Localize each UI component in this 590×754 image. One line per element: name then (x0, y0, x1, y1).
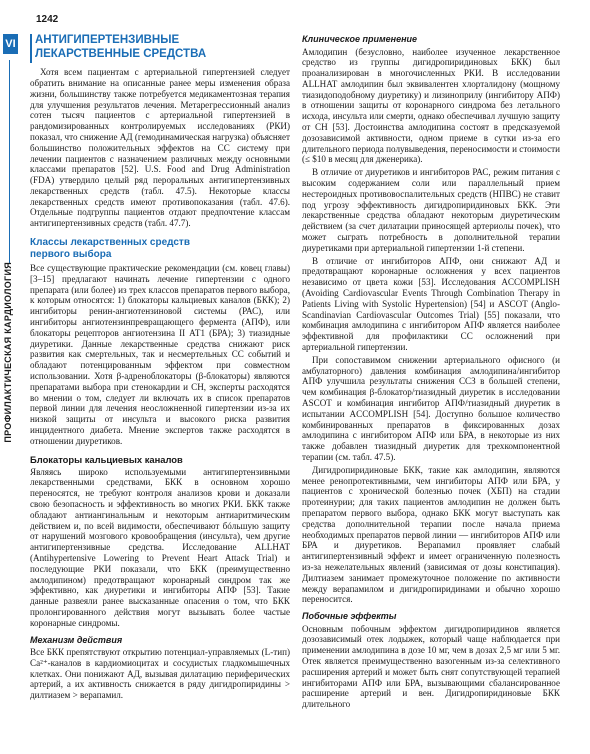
chapter-title-line2: ЛЕКАРСТВЕННЫЕ СРЕДСТВА (35, 47, 207, 60)
ccb-paragraph: Являясь широко используемыми антигипертензивными лекарственными средствами, БКК в основном хорошо переносятся, не требуют контроля анализов крови и доказали свою безопасность и эффективность во многих РКИ. БКК также обладают антиангинальным и некоторым антиаритмическим действием и, по всей видимости, обеспечивают бóльшую защиту от нарушений мозгового кровообращения (инсульта), чем другие антигипертензивные средства. Исследование ALLHAT (Antihypertensive Lowering to Prevent Heart Attack Trial) и последующие РКИ показали, что БКК (преимущественно амлодипином) предотвращают коронарный синдром так же эффективно, как диуретики и ингибиторы АПФ [53]. Такие данные развеяли ранее высказанные опасения о том, что БКК пролонгированного действия могут вызывать более частые коронарные синдромы. (30, 466, 290, 628)
chapter-title (35, 34, 290, 61)
heading-side-effects: Побочные эффекты (302, 611, 397, 622)
side-running-head: ПРОФИЛАКТИЧЕСКАЯ КАРДИОЛОГИЯ (3, 262, 13, 443)
heading-clinical-use: Клиническое применение (302, 34, 418, 44)
clinical-paragraph-2: В отличие от диуретиков и ингибиторов РАС, режим питания с высоким содержанием соли или параллельный прием нестероидных противовоспалительных средств (НПВС) не ставит под угрозу эффективность дигидропиридиновых БКК. Эти лекарственные средства обладают некоторым диуретическим действием (за счет дилатации приносящей артериолы почек), что может сыграть потребность в дополнительной терапии диуретиками при артериальной гипертензии 1-й степени. (302, 167, 560, 253)
heading-calcium-channel-blockers: Блокаторы кальциевых каналов (30, 453, 183, 465)
clinical-paragraph-4: При сопоставимом снижении артериального офисного (и амбулаторного) давления комбинация амлодипина/ингибитор АПФ улучшила результаты снижения ССЗ в большей степени, чем комбинация β-блокатор/тиазидный диуретик в исследовании ASCOT и комбинация ингибитор АПФ/тиазидный диуретик в испытании ACCOMPLISH [54]. Доступно большое количество комбинированных препаратов в фиксированных дозах амлодипина с ингибитором АПФ или БРА, в некоторые из них также добавлен тиазидный диуретик для трехкомпонентной терапии (см. табл. 47.5). (302, 354, 560, 462)
heading-first-line-1: Классы лекарственных средств (30, 237, 190, 249)
clinical-paragraph-5: Дигидропиридиновые БКК, такие как амлодипин, являются менее ренопротективными, чем ингибиторы АПФ или БРА, у пациентов с хронической болезнью почек (ХБП) на стадии протеинурии; для таких пациентов амлодипин не должен быть препаратом первого выбора, однако БКК могут выступать как средства дополнительной терапии после начала приема необходимых препаратов первой линии — ингибиторов АПФ или БРА и диуретиков. Верапамил проявляет слабый антигипертензивный эффект и имеет ограниченную полезность из-за нежелательных явлений (зависимая от дозы констипация). Дилтиазем занимает промежуточное положение по активности между верапамилом и дигидропиридинами и обычно хорошо переносится. (302, 464, 560, 605)
side-effects-paragraph: Основным побочным эффектом дигидропиридинов является дозозависимый отек лодыжек, который чаще наблюдается при применении амлодипина в дозе 10 мг, чем в дозах 2,5 мг или 5 мг. Отек является преимущественно вазогенным из-за селективного расширения артерий и может быть снят сопутствующей терапией ингибиторами АПФ или БРА, вызывающими сбалансированное расширение артерий и вен. Дигидропиридиновые БКК длительного (302, 623, 560, 710)
clinical-paragraph-1: Амлодипин (безусловно, наиболее изученное лекарственное средство из группы дигидропиридиновых БКК) был проанализирован в многочисленных РКИ. В исследовании ALLHAT амлодипин был эквивалентен хлорталидону (мощному тиазидоподобному диуретику) и лизиноприлу (ингибитору АПФ) в отношении защиты от коронарного синдрома без летального исхода, инсульта или смерти, однако обеспечивал лучшую защиту от СН [53]. Достоинства амлодипина состоят в предсказуемой дозозависимой активности, одном приеме в сутки из-за его длительного периода полувыведения, переносимости и стоимости (≤ $10 в месяц для дженерика). (302, 46, 560, 165)
heading-mechanism: Механизм действия (30, 634, 123, 645)
page-number: 1242 (36, 14, 59, 25)
left-column (30, 34, 290, 703)
first-line-paragraph: Все существующие практические рекомендации (см. ковец главы) [3–15] предлагают начинать лечение гипертензии с одного препарата (или более) из трех классов препаратов первого выбора, к которым относятся: 1) блокаторы кальциевых каналов (БКК); 2) ингибиторы ренин-ангиотензиновой системы (РАС), или ингибиторы ангиотензинпревращающего фермента (АПФ), или блокаторы рецепторов ангиотензина II АТ1 (БРА); 3) тиазидные диуретики. Данные лекарственные средства снижают риск развития как смертельных, так и несмертельных СС событий и обладают потенцированным эффектом при совместном использовании. Хотя β-адреноблокаторы (β-блокаторы) являются препаратами выбора при стенокардии и СН, эксперты расходятся во мнении о том, следует ли включать их в список препаратов первой линии для лечения неосложненной гипертензии из-за их низкой защиты от инсульта и высокого риска развития инцидентного диабета. Мнение экспертов также расходятся в отношении диуретиков. (30, 263, 290, 446)
chapter-title-line1: АНТИГИПЕРТЕНЗИВНЫЕ (35, 34, 180, 46)
side-strip-rule (9, 60, 10, 264)
heading-first-line-drugs (30, 237, 290, 260)
mechanism-paragraph: Все БКК препятствуют открытию потенциал-управляемых (L-тип) Ca²⁺-каналов в кардиомиоцитах и сосудистых гладкомышечных клетках. Они понижают АД, вызывая дилатацию периферических артерий, а их активность снижается в ряду дигидропиридины > дилтиазем > верапамил. (30, 647, 290, 701)
right-column (302, 34, 560, 712)
clinical-paragraph-3: В отличие от ингибиторов АПФ, они снижают АД и предотвращают коронарные осложнения у всех пациентов независимо от цвета кожи [53]. Исследования ACCOMPLISH (Avoiding Cardiovascular Events Through Combination Therapy in Patients Living with Systolic Hypertension) [54] и ASCOT (Anglo-Scandinavian Cardiovascular Outcomes Trial) [55] показали, что комбинация амлодипина с ингибитором АПФ является наиболее эффективной для профилактики СС осложнений при артериальной гипертензии. (302, 255, 560, 353)
section-badge: VI (3, 34, 18, 54)
intro-paragraph: Хотя всем пациентам с артериальной гипертензией следует обратить внимание на описанные ранее меры изменения образа жизни, большинству также потребуется медикаментозная терапия для улучшения результатов лечения. Метарегрессионный анализ сотен тысяч пациентов с артериальной гипертензией в рандомизированных контролируемых исследованиях (РКИ) показал, что снижение АД (гемодинамическая нагрузка) объясняет большинство положительных эффектов на СС систему при лечении пациентов с назначением различных между основными классами препаратов [52]. U.S. Food and Drug Administration (FDA) утвердило целый ряд пероральных антигипертензивных лекарственных средств (табл. 47.5). Некоторые классы лекарственных средств имеют противопоказания (табл. 47.6). Отдельные подгруппы пациентов отдают предпочтение классам антигипертензивных средств (табл. 47.7). (30, 67, 290, 229)
heading-first-line-2: первого выбора (30, 248, 112, 260)
